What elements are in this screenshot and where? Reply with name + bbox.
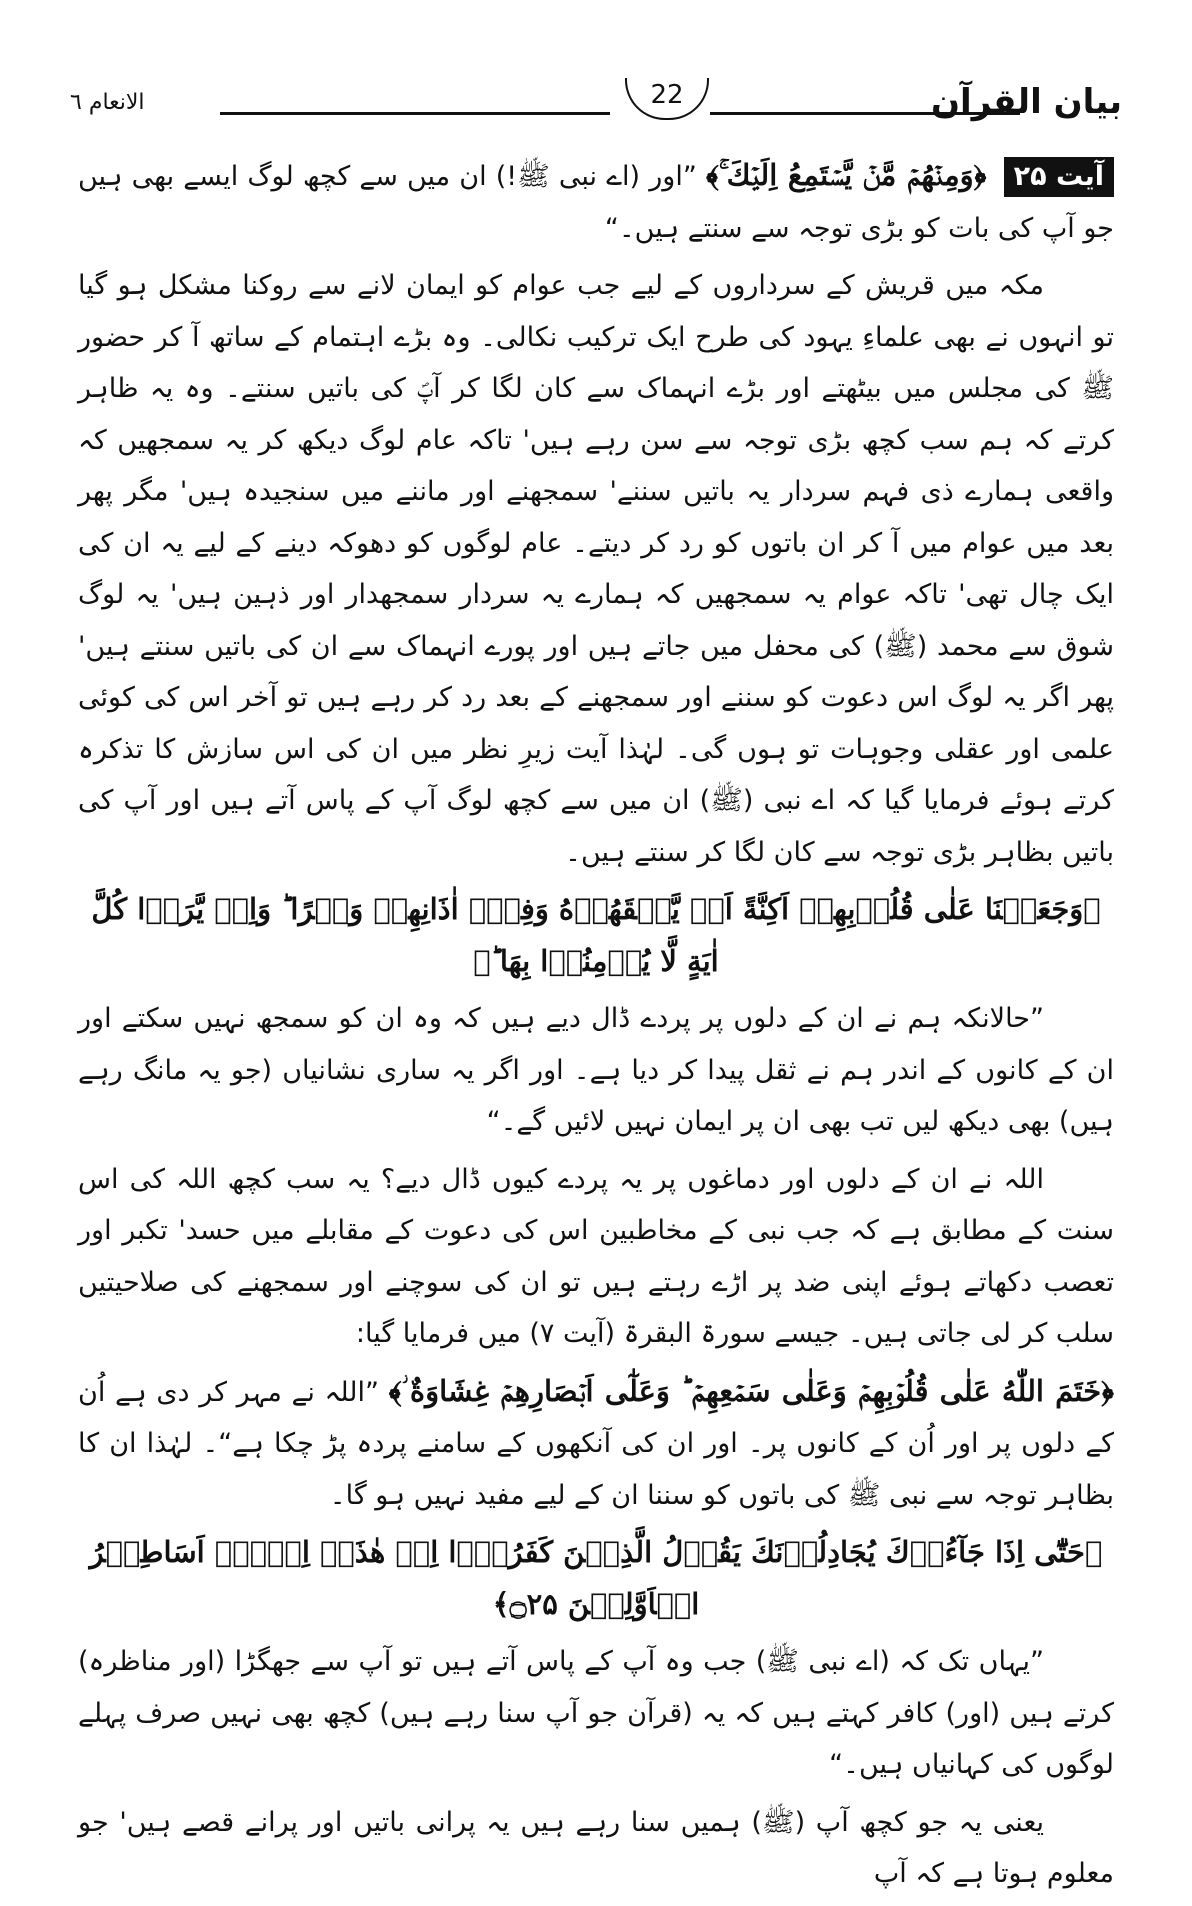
paragraph-ayat-25 (78, 150, 1114, 254)
arabic-verse: ﴿وَجَعَلۡنَا عَلٰى قُلُوۡبِهِمۡ اَكِنَّةً اَنۡ يَّفۡقَهُوۡهُ وَفِىۡۤ اٰذَانِهِمۡ وَقۡرًا ؕ وَاِنۡ يَّرَوۡا كُلَّ اٰيَةٍ لَّا يُؤۡمِنُوۡا بِهَا ؕ﴾ (91, 892, 1101, 978)
page-header (70, 78, 1122, 132)
header-rule-left (220, 112, 610, 115)
translation-text: ”اور (اے نبی ﷺ!) ان میں سے کچھ لوگ ایسے بھی ہیں جو آپ کی بات کو بڑی توجہ سے سنتے ہیں۔“ (78, 161, 1114, 244)
page-number: 22 (625, 78, 709, 120)
commentary-paragraph: یعنی یہ جو کچھ آپ (ﷺ) ہمیں سنا رہے ہیں یہ پرانی باتیں اور پرانے قصے ہیں' جو معلوم ہوتا ہے کہ آپ (78, 1806, 1114, 1889)
commentary-paragraph: مکہ میں قریش کے سرداروں کے لیے جب عوام کو ایمان لانے سے روکنا مشکل ہو گیا تو انہوں نے بھی علماءِ یہود کی طرح ایک ترکیب نکالی۔ وہ بڑے اہتمام کے ساتھ آ کر حضور ﷺ کی مجلس میں بیٹھتے اور بڑے انہماک سے کان لگا کر آپؐ کی باتیں سنتے۔ وہ یہ ظاہر کرتے کہ ہم سب کچھ بڑی توجہ سے سن رہے ہیں' تاکہ عام لوگ دیکھ کر یہ سمجھیں کہ واقعی ہمارے ذی فہم سردار یہ باتیں سننے' سمجھنے اور ماننے میں سنجیدہ ہیں' مگر پھر بعد میں عوام میں آ کر ان باتوں کو رد کر دیتے۔ عام لوگوں کو دھوکہ دینے کے لیے یہ ان کی ایک چال تھی' تاکہ عوام یہ سمجھیں کہ ہمارے یہ سردار سمجھدار اور ذہین ہیں' یہ لوگ شوق سے محمد (ﷺ) کی محفل میں جاتے ہیں اور پورے انہماک سے ان کی باتیں سنتے ہیں' پھر اگر یہ لوگ اس دعوت کو سننے اور سمجھنے کے بعد رد کر رہے ہیں تو آخر اس کی کوئی علمی اور عقلی وجوہات تو ہوں گی۔ لہٰذا آیت زیرِ نظر میں ان کی اس سازش کا تذکرہ کرتے ہوئے فرمایا گیا کہ اے نبی (ﷺ) ان میں سے کچھ لوگ آپ کے پاس آتے ہیں اور آپ کی باتیں بظاہر بڑی توجہ سے کان لگا کر سنتے ہیں۔ (78, 270, 1114, 868)
surah-name: الانعام ٦ (70, 90, 145, 115)
translation-text: ”اللہ نے مہر کر دی ہے اُن کے دلوں پر اور اُن کے کانوں پر۔ اور ان کی آنکھوں کے سامنے پردہ پڑ چکا ہے“۔ لہٰذا ان کا بظاہر توجہ سے نبی ﷺ کی باتوں کو سننا ان کے لیے مفید نہیں ہو گا۔ (78, 1376, 1114, 1511)
arabic-verse: ﴿وَمِنۡهُمۡ مَّنۡ يَّسۡتَمِعُ اِلَيۡكَ ۚ﴾ (705, 158, 987, 192)
arabic-verse: ﴿حَتّٰٓى اِذَا جَآءُوۡكَ يُجَادِلُوۡنَكَ يَقُوۡلُ الَّذِيۡنَ كَفَرُوۡۤا اِنۡ هٰذَاۤ اِلَّاۤ اَسَاطِيۡرُ الۡاَوَّلِيۡنَ ۝۲۵﴾ (89, 1535, 1103, 1621)
ayat-label: آیت ۲۵ (1004, 157, 1114, 197)
arabic-verse: ﴿خَتَمَ اللّٰهُ عَلٰى قُلُوۡبِهِمۡ وَعَلٰى سَمۡعِهِمۡ ؕ وَعَلٰٓى اَبۡصَارِهِمۡ غِشَاوَةٌ ؗ﴾ (388, 1373, 1114, 1408)
translation-paragraph: ”حالانکہ ہم نے ان کے دلوں پر پردے ڈال دیے ہیں کہ وہ ان کو سمجھ نہیں سکتے اور ان کے کانوں کے اندر ہم نے ثقل پیدا کر دیا ہے۔ اور اگر یہ ساری نشانیاں (جو یہ مانگ رہے ہیں) بھی دیکھ لیں تب بھی ان پر ایمان نہیں لائیں گے۔“ (78, 1003, 1114, 1137)
page-content (78, 150, 1114, 1906)
translation-paragraph: ”یہاں تک کہ (اے نبی ﷺ) جب وہ آپ کے پاس آتے ہیں تو آپ سے جھگڑا (اور مناظرہ) کرتے ہیں (اور) کافر کہتے ہیں کہ یہ (قرآن جو آپ سنا رہے ہیں) کچھ بھی نہیں صرف پہلے لوگوں کی کہانیاں ہیں۔“ (78, 1646, 1114, 1780)
commentary-paragraph: اللہ نے ان کے دلوں اور دماغوں پر یہ پردے کیوں ڈال دیے؟ یہ سب کچھ اللہ کی اس سنت کے مطابق ہے کہ جب نبی کے مخاطبین اس کی دعوت کے مقابلے میں حسد' تکبر اور تعصب دکھاتے ہوئے اپنی ضد پر اڑے رہتے ہیں تو ان کی سوچنے اور سمجھنے کی صلاحیتیں سلب کر لی جاتی ہیں۔ جیسے سورۃ البقرۃ (آیت ۷) میں فرمایا گیا: (78, 1163, 1114, 1349)
quote-paragraph (78, 1366, 1114, 1522)
book-title: بیان القرآن (931, 82, 1122, 122)
